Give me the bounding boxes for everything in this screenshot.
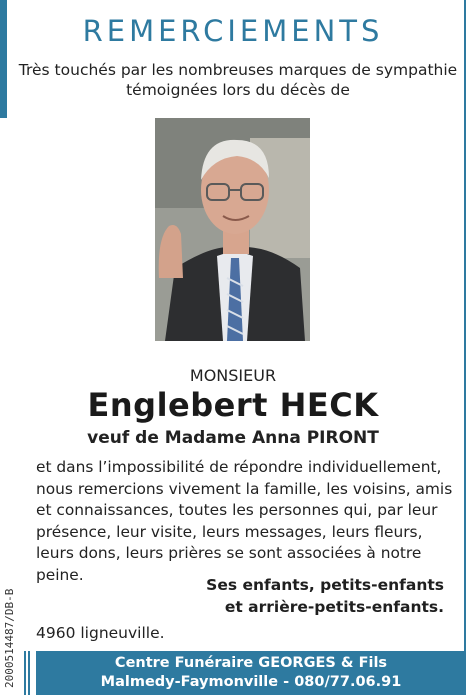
portrait-illustration: [155, 118, 310, 341]
footer-stripe: [24, 651, 32, 695]
reference-code: 2000514487/DB-B: [3, 588, 16, 688]
funeral-home-contact: Malmedy-Faymonville - 080/77.06.91: [100, 674, 402, 690]
family-signature: [206, 574, 444, 618]
intro-line-1: Très touchés par les nombreuses marques de sympathie: [18, 61, 458, 79]
spouse-line: veuf de Madame Anna PIRONT: [87, 428, 379, 448]
location-text: 4960 ligneuville.: [36, 624, 165, 642]
page-title: REMERCIEMENTS: [82, 14, 384, 48]
honorific: MONSIEUR: [189, 366, 277, 385]
message-line: et connaissances, toutes les personnes qui, par leur: [36, 501, 438, 519]
funeral-home-name: Centre Funéraire GEORGES & Fils: [114, 655, 388, 671]
message-line: présence, leur visite, leurs messages, leurs fleurs,: [36, 522, 423, 541]
message-line: nous remercions vivement la famille, les voisins, amis: [36, 479, 453, 498]
signature-line-2: et arrière-petits-enfants.: [224, 598, 444, 616]
deceased-name: Englebert HECK: [87, 386, 379, 424]
thanks-message: [36, 457, 456, 586]
message-line: leurs dons, leurs prières se sont associées à notre peine.: [36, 544, 422, 584]
signature-line-1: Ses enfants, petits-enfants: [206, 576, 444, 594]
intro-line-2: témoignées lors du décès de: [126, 81, 350, 99]
portrait-photo: [155, 118, 310, 341]
funeral-home-footer: [36, 651, 466, 695]
message-line: et dans l’impossibilité de répondre individuellement,: [36, 458, 442, 476]
intro-text: [18, 60, 458, 100]
